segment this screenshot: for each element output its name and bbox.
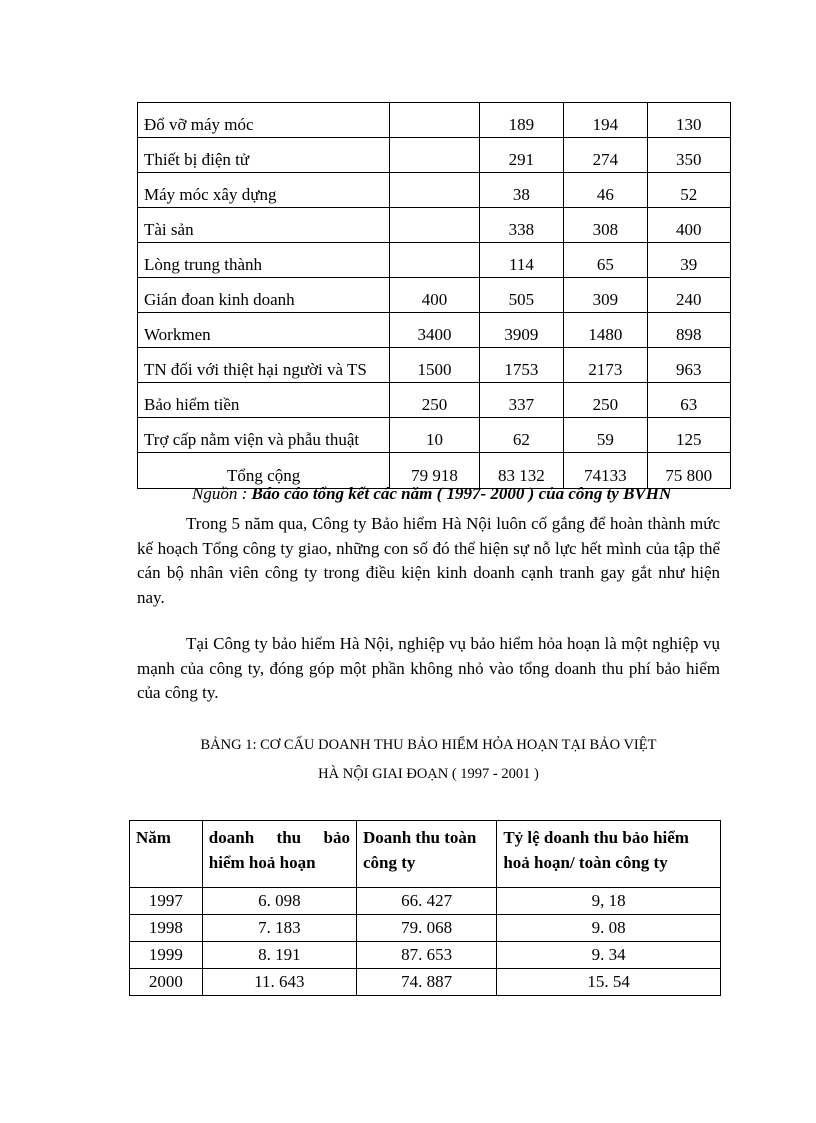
cell-value: 400 bbox=[390, 278, 479, 313]
table-row bbox=[130, 969, 721, 996]
cell-value bbox=[390, 138, 479, 173]
cell-value: 9. 34 bbox=[497, 942, 721, 969]
cell-value: 3400 bbox=[390, 313, 479, 348]
cell-value: 1753 bbox=[479, 348, 563, 383]
table-row bbox=[138, 138, 731, 173]
cell-value: 963 bbox=[647, 348, 730, 383]
cell-value: 7. 183 bbox=[202, 915, 356, 942]
cell-value: 66. 427 bbox=[356, 888, 496, 915]
row-name: Bảo hiểm tiền bbox=[138, 383, 390, 418]
cell-value: 291 bbox=[479, 138, 563, 173]
cell-value: 350 bbox=[647, 138, 730, 173]
source-note bbox=[192, 484, 671, 504]
total-value: 75 800 bbox=[647, 453, 730, 489]
paragraph-text: Tại Công ty bảo hiểm Hà Nội, nghiệp vụ bảo hiểm hỏa hoạn là một nghiệp vụ mạnh của công ty, đóng góp một phần không nhỏ vào tổng doanh thu phí bảo hiểm của công ty. bbox=[137, 634, 720, 702]
cell-value: 308 bbox=[564, 208, 647, 243]
cell-value: 114 bbox=[479, 243, 563, 278]
cell-value: 9, 18 bbox=[497, 888, 721, 915]
row-name: Gián đoan kinh doanh bbox=[138, 278, 390, 313]
column-header: doanh thu bảo hiểm hoả hoạn bbox=[202, 821, 356, 888]
cell-value bbox=[390, 173, 479, 208]
table-row bbox=[130, 942, 721, 969]
paragraph bbox=[137, 632, 720, 706]
cell-value: 194 bbox=[564, 103, 647, 138]
year-cell: 1999 bbox=[130, 942, 203, 969]
caption-line: HÀ NỘI GIAI ĐOẠN ( 1997 - 2001 ) bbox=[318, 766, 539, 782]
table-row bbox=[130, 915, 721, 942]
cell-value: 250 bbox=[564, 383, 647, 418]
cell-value: 63 bbox=[647, 383, 730, 418]
cell-value: 505 bbox=[479, 278, 563, 313]
cell-value: 1500 bbox=[390, 348, 479, 383]
table-row bbox=[138, 348, 731, 383]
cell-value: 130 bbox=[647, 103, 730, 138]
cell-value: 2173 bbox=[564, 348, 647, 383]
cell-value: 6. 098 bbox=[202, 888, 356, 915]
year-cell: 2000 bbox=[130, 969, 203, 996]
cell-value: 274 bbox=[564, 138, 647, 173]
column-header: Doanh thu toàn công ty bbox=[356, 821, 496, 888]
table-row bbox=[138, 418, 731, 453]
cell-value: 59 bbox=[564, 418, 647, 453]
row-name: Tài sản bbox=[138, 208, 390, 243]
header-row bbox=[130, 821, 721, 888]
cell-value bbox=[390, 208, 479, 243]
column-header: Tỷ lệ doanh thu bảo hiểm hoả hoạn/ toàn công ty bbox=[497, 821, 721, 888]
cell-value: 8. 191 bbox=[202, 942, 356, 969]
column-header: Năm bbox=[130, 821, 203, 888]
cell-value: 337 bbox=[479, 383, 563, 418]
cell-value: 52 bbox=[647, 173, 730, 208]
table-caption bbox=[137, 731, 720, 789]
cell-value: 898 bbox=[647, 313, 730, 348]
caption-line: BẢNG 1: CƠ CẤU DOANH THU BẢO HIỂM HỎA HOẠN TẠI BẢO VIỆT bbox=[200, 737, 657, 753]
cell-value: 65 bbox=[564, 243, 647, 278]
paragraph bbox=[137, 512, 720, 610]
cell-value: 309 bbox=[564, 278, 647, 313]
insurance-premium-table bbox=[137, 102, 731, 489]
source-text: Báo cáo tổng kết các năm ( 1997- 2000 ) của công ty BVHN bbox=[251, 484, 672, 503]
table-row bbox=[138, 243, 731, 278]
row-name: Máy móc xây dựng bbox=[138, 173, 390, 208]
table-row bbox=[138, 278, 731, 313]
year-cell: 1997 bbox=[130, 888, 203, 915]
cell-value: 3909 bbox=[479, 313, 563, 348]
cell-value: 250 bbox=[390, 383, 479, 418]
cell-value: 400 bbox=[647, 208, 730, 243]
row-name: Đổ vỡ máy móc bbox=[138, 103, 390, 138]
cell-value: 79. 068 bbox=[356, 915, 496, 942]
row-name: Thiết bị điện tử bbox=[138, 138, 390, 173]
paragraph-text: Trong 5 năm qua, Công ty Bảo hiểm Hà Nội luôn cố gắng để hoàn thành mức kế hoạch Tổng công ty giao, những con số đó thể hiện sự nỗ lực hết mình của tập thể cán bộ nhân viên công ty trong điều kiện kinh doanh cạnh tranh gay gắt như hiện nay. bbox=[137, 514, 720, 607]
source-label: Nguồn : bbox=[192, 484, 248, 503]
cell-value: 189 bbox=[479, 103, 563, 138]
row-name: TN đối với thiệt hại người và TS bbox=[138, 348, 390, 383]
cell-value: 9. 08 bbox=[497, 915, 721, 942]
cell-value: 62 bbox=[479, 418, 563, 453]
cell-value: 1480 bbox=[564, 313, 647, 348]
total-label: Tổng cộng bbox=[138, 453, 390, 489]
total-value: 79 918 bbox=[390, 453, 479, 489]
cell-value: 15. 54 bbox=[497, 969, 721, 996]
table-row bbox=[130, 888, 721, 915]
table-row bbox=[138, 103, 731, 138]
cell-value: 11. 643 bbox=[202, 969, 356, 996]
table-row bbox=[138, 313, 731, 348]
total-value: 74133 bbox=[564, 453, 647, 489]
cell-value: 46 bbox=[564, 173, 647, 208]
cell-value: 87. 653 bbox=[356, 942, 496, 969]
fire-insurance-revenue-table bbox=[129, 820, 721, 996]
cell-value: 39 bbox=[647, 243, 730, 278]
cell-value: 125 bbox=[647, 418, 730, 453]
year-cell: 1998 bbox=[130, 915, 203, 942]
table-row bbox=[138, 173, 731, 208]
cell-value: 74. 887 bbox=[356, 969, 496, 996]
cell-value: 10 bbox=[390, 418, 479, 453]
cell-value bbox=[390, 103, 479, 138]
cell-value bbox=[390, 243, 479, 278]
row-name: Workmen bbox=[138, 313, 390, 348]
table-row bbox=[138, 208, 731, 243]
cell-value: 338 bbox=[479, 208, 563, 243]
row-name: Lòng trung thành bbox=[138, 243, 390, 278]
row-name: Trợ cấp nằm viện và phẫu thuật bbox=[138, 418, 390, 453]
table-row bbox=[138, 383, 731, 418]
total-value: 83 132 bbox=[479, 453, 563, 489]
cell-value: 240 bbox=[647, 278, 730, 313]
cell-value: 38 bbox=[479, 173, 563, 208]
